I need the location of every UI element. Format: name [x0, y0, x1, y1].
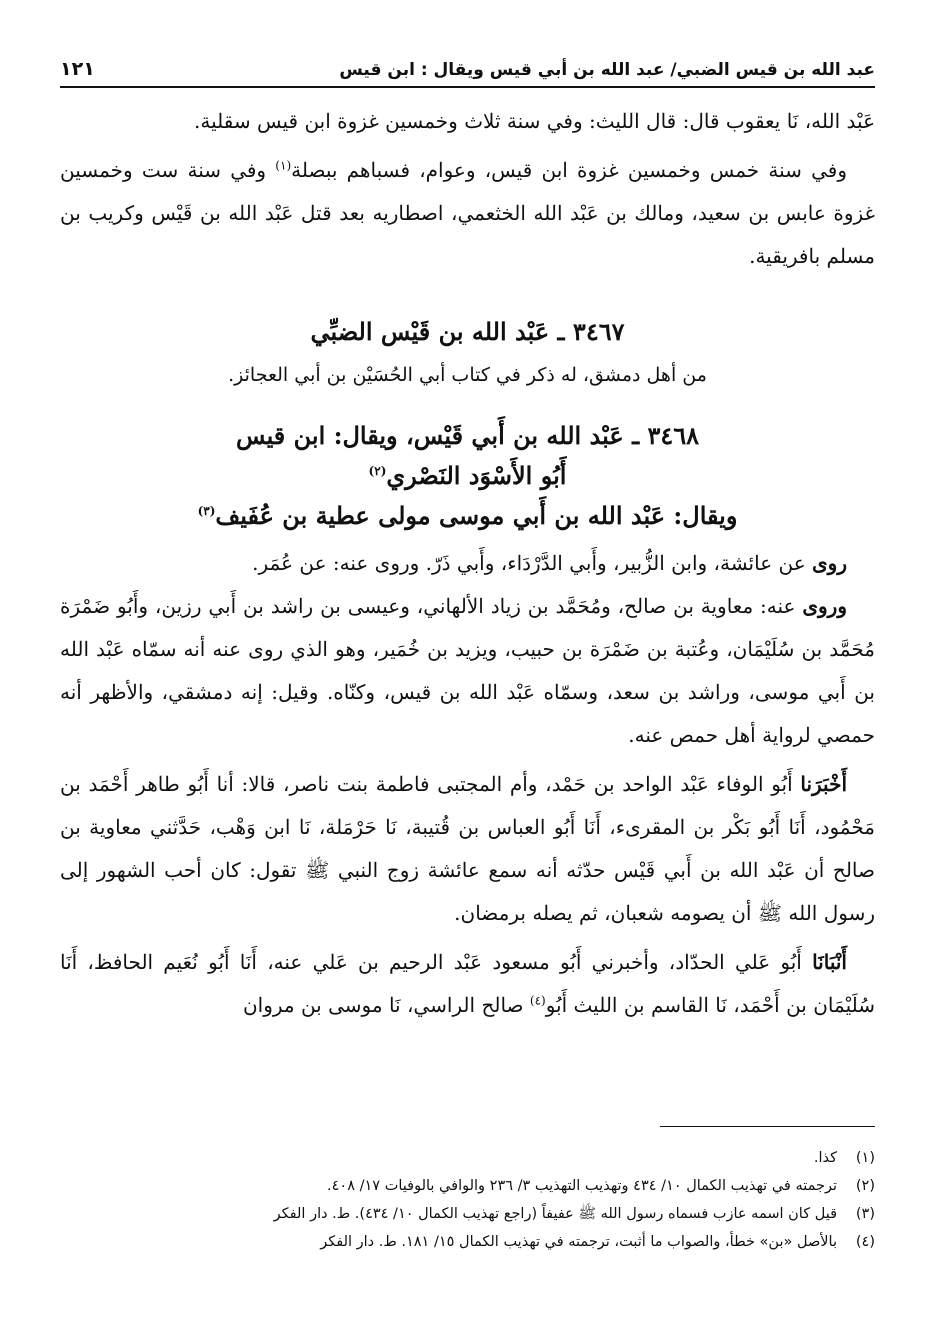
footnote-ref-2: (٢)	[368, 464, 387, 478]
paragraph-6-lead: أَنْبَانَا	[812, 950, 847, 974]
footnote-ref-3: (٣)	[197, 504, 216, 518]
paragraph-2	[60, 149, 875, 278]
paragraph-4-lead: وروى	[802, 594, 847, 618]
footnote-text: كذا.	[813, 1150, 837, 1166]
entry-3467-text: من أهل دمشق، له ذكر في كتاب أبي الحُسَيْن بن أبي العجائز.	[228, 364, 707, 386]
footnote-text: قيل كان اسمه عازب فسماه رسول الله ﷺ عفيفاً (راجع تهذيب الكمال ١٠/ ٤٣٤). ط. دار الفكر	[273, 1206, 837, 1222]
footnote-divider	[660, 1126, 875, 1127]
book-page	[60, 58, 875, 1277]
entry-3468-title-line2-text: أَبُو الأَسْوَد النَصْري	[386, 461, 567, 490]
footnote-ref-1: (١)	[275, 158, 292, 173]
paragraph-6-text-a: أَبُو عَلي الحدّاد، وأخبرني أَبُو مسعود عَبْد الرحيم بن عَلي عنه، أَنَا أَبُو نُعَيم الحافظ، أَنَا سُلَيْمَان بن أَحْمَد، نَا القاسم بن الليث أَبُو	[60, 950, 875, 1017]
entry-3468-title-line2	[60, 456, 875, 496]
paragraph-5-text: أَبُو الوفاء عَبْد الواحد بن حَمْد، وأم المجتبى فاطمة بنت ناصر، قالا: أنا أَبُو طاهر أَحْمَد بن مَحْمُود، أَنَا أَبُو بَكْر بن المقرىء، أَنَا أَبُو العباس بن قُتيبة، نَا حَرْمَلة، نَا ابن وَهْب، حَدَّثني معاوية بن صالح أن عَبْد الله بن أَبي قَيْس حدّثه أنه سمع عائشة زوج النبي ﷺ تقول: كان أحب الشهور إلى رسول الله ﷺ أن يصومه شعبان، ثم يصله برمضان.	[60, 772, 875, 925]
footnote-1	[60, 1144, 875, 1172]
paragraph-2-text-a: وفي سنة خمس وخمسين غزوة ابن قيس، وعوام، فسباهم ببصلة	[291, 158, 847, 182]
footnote-text: ترجمته في تهذيب الكمال ١٠/ ٤٣٤ وتهذيب التهذيب ٣/ ٢٣٦ والوافي بالوفيات ١٧/ ٤٠٨.	[327, 1178, 837, 1194]
footnote-number: (٤)	[855, 1234, 875, 1250]
entry-3467-title: ٣٤٦٧ ـ عَبْد الله بن قَيْس الضبِّي	[310, 317, 625, 346]
page-number: ١٢١	[60, 58, 95, 80]
footnote-4	[60, 1228, 875, 1256]
footnote-2	[60, 1172, 875, 1200]
footnote-number: (٣)	[855, 1206, 875, 1222]
paragraph-3	[60, 542, 875, 585]
running-header	[60, 58, 875, 88]
paragraph-6	[60, 941, 875, 1027]
footnotes	[60, 1144, 875, 1256]
paragraph-5-lead: أَخْبَرَنا	[800, 772, 847, 796]
paragraph-4	[60, 585, 875, 757]
footnote-number: (٢)	[855, 1178, 875, 1194]
paragraph-3-text: عن عائشة، وابن الزُّبير، وأَبي الدَّرْدَاء، وأَبي ذَرّ. وروى عنه: عن عُمَر.	[252, 551, 813, 575]
footnote-number: (١)	[855, 1150, 875, 1166]
footnote-text: بالأصل «بن» خطأ، والصواب ما أثبت، ترجمته في تهذيب الكمال ١٥/ ١٨١. ط. دار الفكر	[320, 1234, 837, 1250]
paragraph-6-text-b: صالح الراسي، نَا موسى بن مروان	[242, 993, 530, 1017]
paragraph-1-text: عَبْد الله، نَا يعقوب قال: قال الليث: وفي سنة ثلاث وخمسين غزوة ابن قيس سقلية.	[194, 109, 875, 133]
paragraph-5	[60, 763, 875, 935]
running-title: عبد الله بن قيس الضبي/ عبد الله بن أبي قيس ويقال : ابن قيس	[339, 60, 875, 80]
footnote-ref-4: (٤)	[529, 993, 546, 1008]
paragraph-4-text: عنه: معاوية بن صالح، ومُحَمَّد بن زياد الألهاني، وعيسى بن راشد بن أَبي رزين، وأَبُو ضَمْرَة مُحَمَّد بن سُلَيْمَان، وعُتبة بن ضَمْرَة بن حبيب، ويزيد بن خُمَير، وهو الذي روى عنه أنه سمّاه عَبْد الله بن أَبي موسى، وراشد بن سعد، وسمّاه عَبْد الله بن قيس، وكنّاه. وقيل: إنه دمشقي، والأظهر أنه حمصي لرواية أهل حمص عنه.	[60, 594, 875, 747]
paragraph-3-lead: روى	[812, 551, 847, 575]
entry-3468-title-line3-text: ويقال: عَبْد الله بن أَبي موسى مولى عطية بن عُفَيف	[215, 501, 738, 530]
entry-3468-title-line3	[60, 496, 875, 536]
paragraph-2-text-b: وفي سنة ست وخمسين غزوة عابس بن سعيد، ومالك بن عَبْد الله الخثعمي، اصطاريه بعد قتل عَبْد الله بن قَيْس وكريب بن مسلم بافريقية.	[60, 158, 875, 268]
paragraph-1	[60, 100, 875, 143]
entry-3468-title-line1: ٣٤٦٨ ـ عَبْد الله بن أَبي قَيْس، ويقال: ابن قيس	[235, 421, 700, 450]
footnote-3	[60, 1200, 875, 1228]
